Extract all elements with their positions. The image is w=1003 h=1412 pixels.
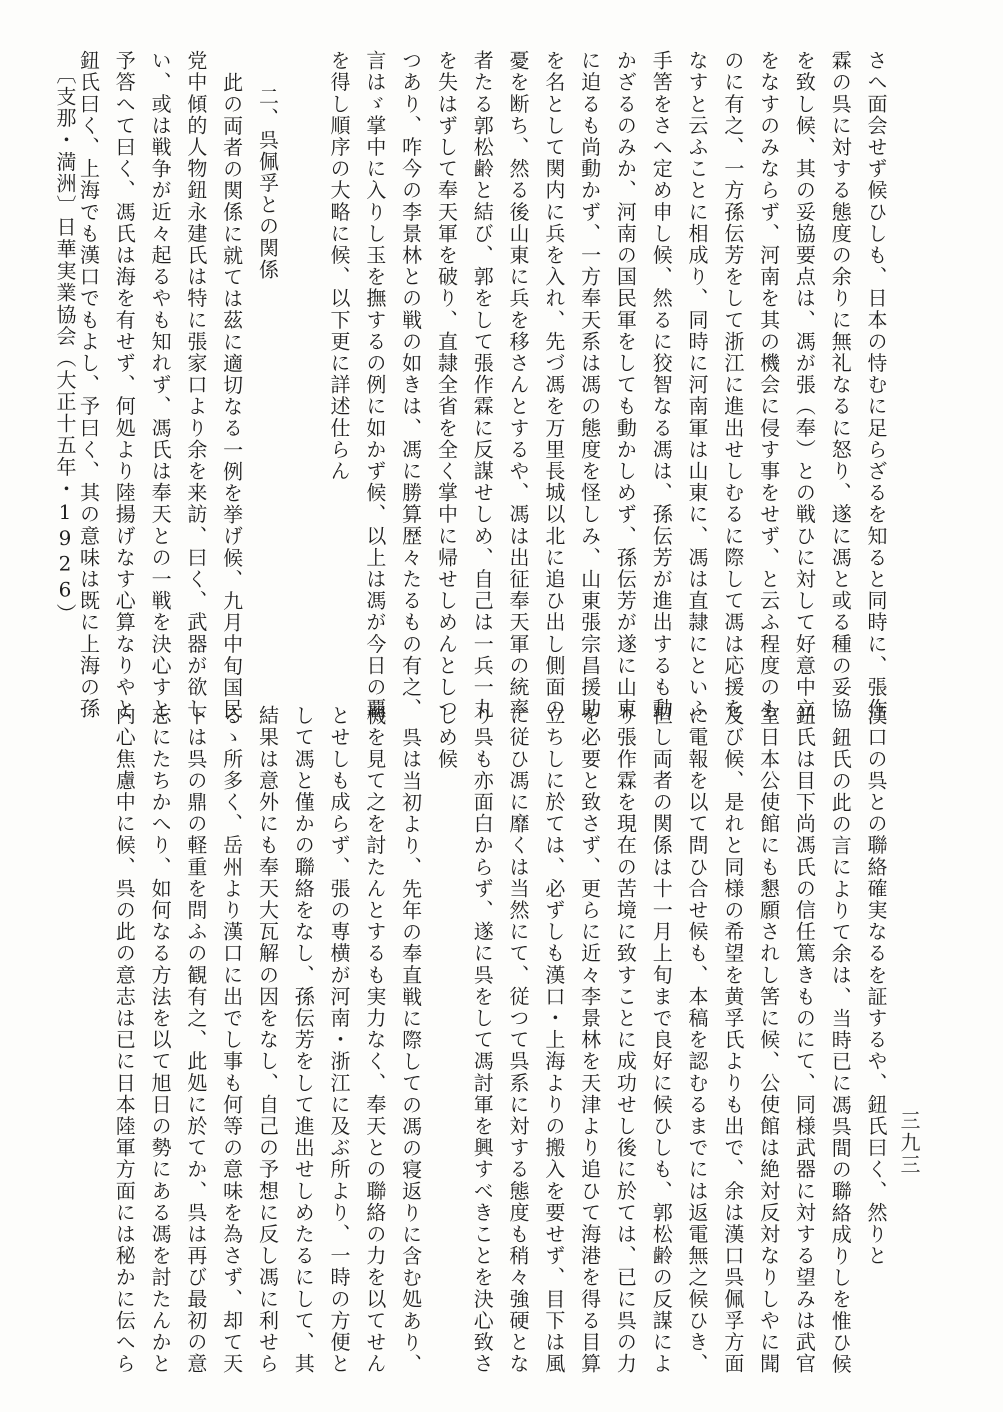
text-column: 予答へて曰く、馮氏は海を有せず、何処より陸揚げなす心算なりやと [112,50,137,720]
text-column: り張作霖を現在の苦境に致すことに成功せし後に於ては、已に呉の力 [613,705,638,1375]
upper-text-block [76,50,893,720]
text-column: さへ面会せず候ひしも、日本の恃むに足らざるを知ると同時に、張作 [864,50,888,720]
text-column: 鈕氏は目下尚馮氏の信任篤きものにて、同様武器に対する望みは武官 [792,705,817,1375]
text-column: を致し候、其の妥協要点は、馮が張（奉）との戦ひに対して好意中立 [792,50,817,720]
text-column: 内心焦慮中に候、呉の此の意志は已に日本陸軍方面には秘かに伝へら [112,705,137,1375]
footer-publisher: 日華実業協会 [53,216,77,348]
text-column: つあり、咋今の李景林との戦の如きは、馮に勝算歴々たるもの有之、 [398,50,423,720]
text-column: 機を見て之を討たんとするも実力なく、奉天との聯絡の力を以てせん [362,705,387,1375]
footer-source: 〔支那・満洲〕 [53,64,77,217]
source-footer [40,64,80,684]
text-column: を名として関内に兵を入れ、先づ馮を万里長城以北に追ひ出し側面の [541,50,566,720]
text-column: かざるのみか、河南の国民軍をしても動かしめず、孫伝芳が遂に山東 [613,50,638,720]
text-column: をなすのみならず、河南を其の機会に侵す事をせず、と云ふ程度のも [756,50,781,720]
text-column: を失はずして奉天軍を破り、直隷全省を全く掌中に帰せしめんとしつ [434,50,459,720]
text-column: を必要と致さず、更らに近々李景林を天津より追ひて海港を得る目算 [577,705,602,1375]
text-column: 此の両者の関係に就ては茲に適切なる一例を挙げ候、九月中旬国民 [219,72,244,720]
text-column: るゝ所多く、岳州より漢口に出でし事も何等の意味を為さず、却て天 [219,705,244,1375]
text-column: 手筈をさへ定め申し候、然るに狡智なる馮は、孫伝芳が進出するも動 [649,50,674,720]
text-column: 二、呉佩孚との関係 [255,86,280,281]
text-column: に従ひ馮に靡くは当然にて、従つて呉系に対する態度も稍々強硬とな [506,705,531,1375]
text-column: い、或は戦争が近々起るやも知れず、馮氏は奉天との一戦を決心すと [148,50,173,720]
text-column: 憂を断ち、然る後山東に兵を移さんとするや、馮は出征奉天軍の統率 [506,50,531,720]
text-column: 立ちしに於ては、必ずしも漢口・上海よりの搬入を要せず、目下は風 [541,705,566,1375]
text-column: のに有之、一方孫伝芳をして浙江に進出せしむるに際して馮は応援を [720,50,745,720]
lower-text-block [103,705,893,1375]
text-column: 者たる郭松齢と結び、郭をして張作霖に反謀せしめ、自己は一兵一丸 [470,50,495,720]
text-column: 漢口の呉との聯絡確実なるを証するや、鈕氏曰く、然りと [864,705,888,1267]
text-column: に迫るも尚動かず、一方奉天系は馮の態度を怪しみ、山東張宗昌援助 [577,50,602,720]
text-column: 結果は意外にも奉天大瓦解の因をなし、自己の予想に反し馮に利せら [255,705,280,1375]
text-column: 下は呉の鼎の軽重を問ふの観有之、此処に於てか、呉は再び最初の意 [183,705,208,1375]
footer-year: （大正十五年・1926） [53,347,77,626]
text-column: を得し順序の大略に候、以下更に詳述仕らん [327,50,352,482]
text-column: しめ候 [434,705,459,770]
text-column: 呉は当初より、先年の奉直戦に際しての馮の寝返りに含む処あり、 [398,727,423,1375]
text-column: 室日本公使館にも懇願されし筈に候、公使館は絶対反対なりしやに聞 [756,705,781,1375]
text-column: 鈕氏の此の言によりて余は、当時已に馮呉間の聯絡成りしを惟ひ候 [828,727,853,1375]
text-column: とせしも成らず、張の専横が河南・浙江に及ぶ所より、一時の方便と [327,705,352,1375]
text-column: 霖の呉に対する態度の余りに無礼なるに怒り、遂に馮と或る種の妥協 [828,50,853,720]
page-number: 三九三 [897,1110,921,1176]
text-column: 及び候、是れと同様の希望を黄孚氏よりも出で、余は漢口呉佩孚方面 [720,705,745,1375]
text-column: 鈕氏曰く、上海でも漢口でもよし、予曰く、其の意味は既に上海の孫 [76,50,101,720]
text-column: 志にたちかへり、如何なる方法を以て旭日の勢にある馮を討たんかと [148,705,173,1375]
text-column: り呉も亦面白からず、遂に呉をして馮討軍を興すべきことを決心致さ [470,705,495,1375]
text-column: 但し両者の関係は十一月上旬まで良好に候ひしも、郭松齢の反謀によ [649,705,674,1375]
text-column: なすと云ふことに相成り、同時に河南軍は山東に、馮は直隷にといふ [685,50,710,720]
text-column: に電報を以て問ひ合せ候も、本稿を認むるまでには返電無之候ひき、 [685,705,710,1375]
text-column: 言はゞ掌中に入りし玉を撫するの例に如かず候、以上は馮が今日の覇 [362,50,387,720]
text-column: 党中傾的人物鈕永建氏は特に張家口より余を来訪、曰く、武器が欲し [183,50,208,720]
text-column: して馮と僅かの聯絡をなし、孫伝芳をして進出せしめたるにして、其 [291,705,316,1375]
